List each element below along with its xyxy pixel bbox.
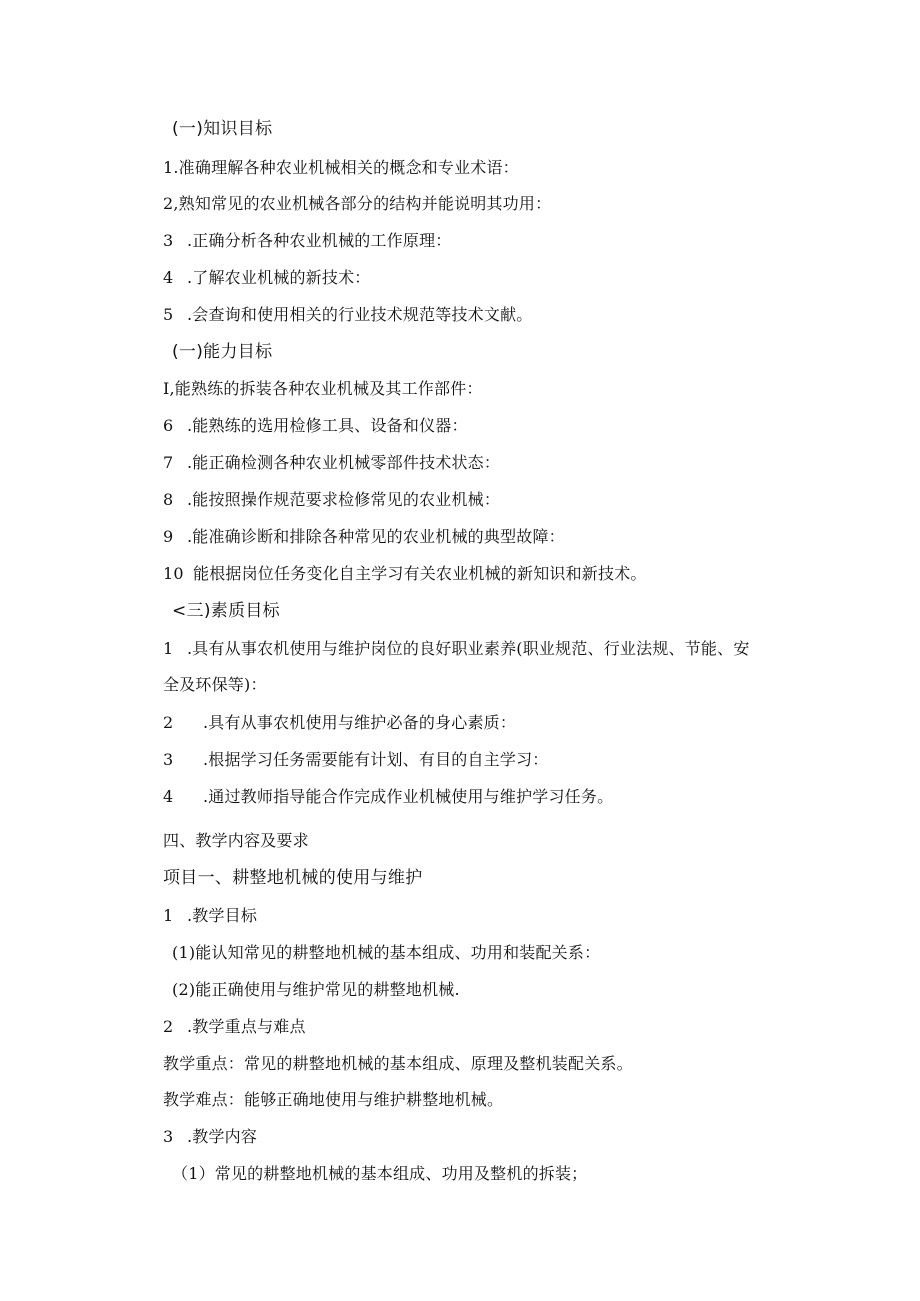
item-text: .会查询和使用相关的行业技术规范等技术文献。 — [187, 305, 533, 324]
key-point: 教学重点：常见的耕整地机械的基本组成、原理及整机装配关系。 — [163, 1054, 633, 1073]
item-number: 9 — [163, 527, 174, 546]
item-text: .了解农业机械的新技术： — [187, 268, 371, 287]
item-number: 7 — [163, 453, 174, 472]
quality-item-1-line-1 — [163, 638, 750, 660]
teaching-goal-item-2: (2)能正确使用与维护常见的耕整地机械. — [172, 980, 460, 999]
teaching-goal-heading — [163, 905, 257, 927]
item-number: 8 — [163, 490, 174, 509]
difficult-point: 教学难点：能够正确地使用与维护耕整地机械。 — [163, 1090, 504, 1109]
item-number: 4 — [163, 787, 174, 806]
item-text: .具有从事农机使用与维护岗位的良好职业素养(职业规范、行业法规、节能、安 — [187, 639, 750, 658]
item-text: .教学重点与难点 — [187, 1017, 306, 1036]
quality-item-2 — [163, 712, 516, 734]
item-number: 2 — [163, 1017, 174, 1036]
ability-item-9 — [163, 526, 565, 548]
ability-item-7 — [163, 452, 500, 474]
teaching-content-item-1: （1）常见的耕整地机械的基本组成、功用及整机的拆装； — [172, 1164, 588, 1183]
item-text: 能根据岗位任务变化自主学习有关农业机械的新知识和新技术。 — [193, 564, 647, 583]
item-text: .根据学习任务需要能有计划、有目的自主学习： — [203, 750, 549, 769]
ability-goals-heading: (一)能力目标 — [172, 342, 273, 362]
knowledge-item-3 — [163, 230, 452, 252]
ability-item-10 — [163, 563, 647, 585]
quality-item-3 — [163, 749, 549, 771]
item-number: 5 — [163, 305, 174, 324]
item-number: 3 — [163, 231, 174, 250]
item-text: .正确分析各种农业机械的工作原理： — [187, 231, 452, 250]
quality-item-4 — [163, 786, 613, 808]
knowledge-item-1: 1.准确理解各种农业机械相关的概念和专业术语： — [163, 158, 519, 177]
knowledge-item-4 — [163, 267, 371, 289]
teaching-goal-item-1: (1)能认知常见的耕整地机械的基本组成、功用和装配关系： — [172, 943, 601, 962]
item-number: 3 — [163, 1127, 174, 1146]
item-number: 2 — [163, 713, 174, 732]
item-text: .教学目标 — [187, 906, 258, 925]
key-difficult-heading — [163, 1016, 306, 1038]
item-text: .通过教师指导能合作完成作业机械使用与维护学习任务。 — [203, 787, 614, 806]
ability-item-1: I,能熟练的拆装各种农业机械及其工作部件： — [163, 379, 483, 398]
item-number: 1 — [163, 906, 174, 925]
knowledge-goals-heading: (一)知识目标 — [172, 119, 273, 139]
quality-item-1-line-2: 全及环保等)： — [163, 675, 267, 694]
item-number: 10 — [163, 564, 184, 583]
item-number: 1 — [163, 639, 174, 658]
section-4-title: 四、教学内容及要求 — [163, 831, 309, 850]
ability-item-6 — [163, 415, 468, 437]
item-number: 4 — [163, 268, 174, 287]
item-number: 3 — [163, 750, 174, 769]
teaching-content-heading — [163, 1126, 257, 1148]
item-number: 6 — [163, 416, 174, 435]
quality-goals-heading: <三)素质目标 — [172, 601, 280, 621]
item-text: .具有从事农机使用与维护必备的身心素质： — [203, 713, 517, 732]
item-text: .能按照操作规范要求检修常见的农业机械： — [187, 490, 501, 509]
project-1-title: 项目一、耕整地机械的使用与维护 — [163, 868, 423, 888]
item-text: .能熟练的选用检修工具、设备和仪器： — [187, 416, 468, 435]
item-text: .能准确诊断和排除各种常见的农业机械的典型故障： — [187, 527, 565, 546]
ability-item-8 — [163, 489, 500, 511]
item-text: .教学内容 — [187, 1127, 258, 1146]
knowledge-item-5 — [163, 304, 533, 326]
item-text: .能正确检测各种农业机械零部件技术状态： — [187, 453, 501, 472]
knowledge-item-2: 2,熟知常见的农业机械各部分的结构并能说明其功用： — [163, 194, 552, 213]
